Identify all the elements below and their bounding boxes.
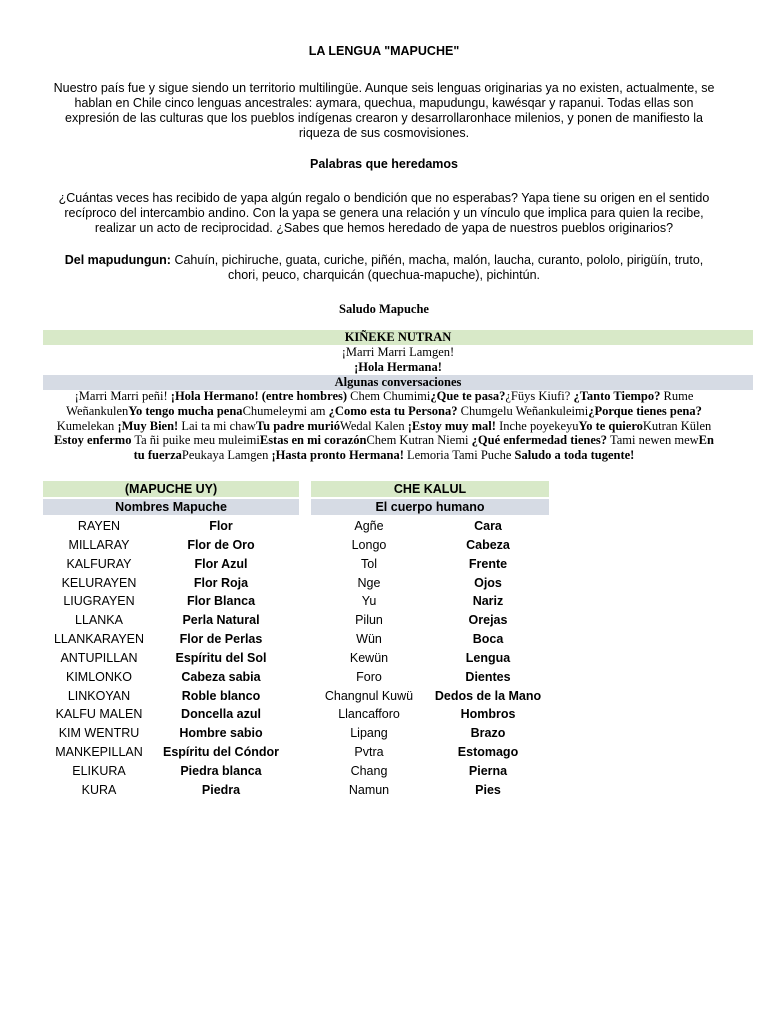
intro-paragraph: Nuestro país fue y sigue siendo un territorio multilingüe. Aunque seis lenguas originarias ya no existen, actualmente, se hablan en Chile cinco lenguas ancestrales: aymara, quechua, mapudungu, kawésqar y rapanui. Todas ellas son expresión de las culturas que los pueblos indígenas crearon y desarrollaronhace milenios, y ponen de manifiesto la riqueza de sus cosmovisiones.	[53, 81, 715, 140]
mapuche-name: KELURAYEN	[61, 575, 137, 590]
heredamos-paragraph: ¿Cuántas veces has recibido de yapa algún regalo o bendición que no esperabas? Yapa tiene su origen en el sentido recíproco del intercambio andino. Con la yapa se genera una relación y un vínculo que implica para quien la recibe, realizar un acto de reciprocidad. ¿Sabes que hemos heredado de yapa de nuestros pueblos originarios?	[58, 191, 710, 235]
name-meaning: Espíritu del Sol	[175, 650, 267, 665]
mapuche-name: LINKOYAN	[67, 688, 131, 703]
conversation-translation: ¿Tanto Tiempo?	[573, 389, 661, 403]
body-part-word: Lipang	[350, 726, 388, 741]
name-meaning: Hombre sabio	[179, 726, 263, 741]
body-part-meaning: Cara	[474, 519, 502, 533]
conversation-translation: Saludo a toda tugente!	[514, 448, 635, 463]
body-part-word: Wün	[356, 632, 382, 647]
mapuche-name: MANKEPILLAN	[55, 745, 143, 760]
saludo-heading: Saludo Mapuche	[339, 302, 429, 316]
conversation-phrase: Chumeleymi am	[242, 403, 329, 418]
conversation-phrase: Wedal Kalen	[340, 418, 408, 433]
conversation-translation: Tu padre murió	[255, 418, 341, 433]
body-part-meaning: Dedos de la Mano	[434, 688, 542, 703]
conversation-translation: ¿Qué enfermedad tienes?	[471, 433, 608, 448]
body-part-meaning: Orejas	[468, 613, 508, 628]
names-column	[43, 517, 155, 800]
conversation-translation: ¡Hola Hermano! (entre hombres)	[170, 389, 348, 403]
body-part-word: Tol	[361, 556, 377, 571]
mapuche-name: LLANKA	[75, 613, 123, 628]
body-part-meaning: Brazo	[470, 726, 506, 741]
mapudungun-words: Cahuín, pichiruche, guata, curiche, piñén, macha, malón, laucha, curanto, pololo, pirigüín, truto, chori, peuco, charquicán (quechua-mapuche), pichintún.	[170, 253, 704, 282]
body-part-word: Longo	[351, 537, 387, 552]
conversation-phrase: Chem Chumimi	[347, 389, 431, 403]
body-part-word: Yu	[361, 594, 377, 609]
body-part-meaning: Ojos	[474, 575, 502, 590]
name-meaning: Cabeza sabia	[181, 669, 261, 684]
conversation-phrase: Kutran Külen	[642, 418, 712, 433]
mapuche-name: KALFU MALEN	[55, 707, 143, 722]
name-meaning: Flor de Oro	[187, 537, 255, 552]
body-table-subheader: El cuerpo humano	[311, 499, 549, 515]
conversaciones-band: Algunas conversaciones	[43, 375, 753, 390]
body-part-meaning: Nariz	[472, 594, 504, 609]
body-words-column	[311, 517, 427, 800]
conversation-translation: ¡Hasta pronto Hermana!	[271, 448, 404, 463]
conversation-translation: Estas en mi corazón	[259, 433, 367, 448]
body-part-word: Foro	[356, 669, 382, 684]
conversation-translation: ¡Estoy muy mal!	[407, 418, 496, 433]
mapudungun-label: Del mapudungun:	[64, 253, 171, 267]
conversations-paragraph	[48, 389, 720, 463]
body-table-header: CHE KALUL	[311, 481, 549, 497]
names-table-subheader: Nombres Mapuche	[43, 499, 299, 515]
greeting-line: ¡Marri Marri Lamgen!	[341, 345, 455, 359]
conversation-translation: Yo te quiero	[578, 418, 643, 433]
conversation-translation: Estoy enfermo	[54, 433, 132, 448]
greeting-translation: ¡Hola Hermana!	[354, 360, 442, 374]
page-title: LA LENGUA "MAPUCHE"	[308, 44, 460, 58]
conversation-phrase: Tami newen mew	[607, 433, 699, 448]
conversation-phrase: Ta ñi puike meu muleimi	[131, 433, 260, 448]
conversation-phrase: Chumgelu Weñankuleimi	[457, 403, 589, 418]
body-part-word: Kewün	[349, 650, 389, 665]
name-meaning: Roble blanco	[181, 688, 261, 703]
mapuche-name: KIMLONKO	[66, 669, 132, 684]
conversation-translation: Yo tengo mucha pena	[128, 403, 243, 418]
body-part-meaning: Estomago	[457, 745, 519, 760]
body-part-word: Changnul Kuwü	[324, 688, 414, 703]
conversation-phrase: Lemoria Tami Puche	[403, 448, 515, 463]
conversation-phrase: Kumelekan	[56, 418, 118, 433]
names-meaning-column	[155, 517, 287, 800]
name-meaning: Flor Azul	[194, 556, 248, 571]
mapuche-name: KALFURAY	[66, 556, 132, 571]
mapudungun-paragraph	[48, 253, 720, 283]
conversation-phrase: Peukaya Lamgen	[181, 448, 272, 463]
heredamos-heading: Palabras que heredamos	[310, 157, 458, 171]
name-meaning: Flor Roja	[193, 575, 249, 590]
conversation-phrase: ¡Marri Marri peñi!	[74, 389, 171, 403]
conversation-translation: ¿Como esta tu Persona?	[328, 403, 458, 418]
conversation-phrase: Chem Kutran Niemi	[366, 433, 472, 448]
body-part-word: Pilun	[355, 613, 383, 628]
conversation-phrase: Lai ta mi chaw	[178, 418, 256, 433]
mapuche-name: RAYEN	[77, 519, 121, 533]
body-part-meaning: Frente	[468, 556, 508, 571]
body-part-word: Pvtra	[354, 745, 384, 760]
body-part-word: Namun	[348, 782, 390, 797]
name-meaning: Perla Natural	[182, 613, 260, 628]
mapuche-name: ELIKURA	[72, 763, 126, 778]
body-part-meaning: Cabeza	[466, 537, 510, 552]
body-part-word: Nge	[357, 575, 381, 590]
body-part-meaning: Dientes	[465, 669, 511, 684]
name-meaning: Piedra blanca	[180, 763, 262, 778]
mapuche-name: MILLARAY	[68, 537, 130, 552]
body-part-meaning: Lengua	[465, 650, 511, 665]
conversation-translation: ¡Muy Bien!	[117, 418, 179, 433]
names-table-header: (MAPUCHE UY)	[43, 481, 299, 497]
mapuche-name: KIM WENTRU	[58, 726, 140, 741]
body-meaning-column	[427, 517, 549, 800]
body-part-word: Agñe	[354, 519, 384, 533]
body-part-word: Llancafforo	[338, 707, 400, 722]
body-part-word: Chang	[350, 763, 388, 778]
body-part-meaning: Boca	[472, 632, 504, 647]
body-part-meaning: Hombros	[460, 707, 516, 722]
mapuche-name: LIUGRAYEN	[63, 594, 135, 609]
name-meaning: Flor de Perlas	[179, 632, 263, 647]
name-meaning: Doncella azul	[181, 707, 261, 722]
conversation-translation: En tu fuerza	[133, 433, 714, 463]
conversation-phrase: ¿Füys Kiufi?	[505, 389, 574, 403]
mapuche-name: ANTUPILLAN	[60, 650, 138, 665]
name-meaning: Flor	[209, 519, 233, 533]
kineke-nutran-band: KIÑEKE NUTRAN	[43, 330, 753, 345]
mapuche-name: KURA	[81, 782, 117, 797]
mapuche-name: LLANKARAYEN	[53, 632, 145, 647]
conversation-translation: ¿Porque tienes pena?	[588, 403, 702, 418]
body-part-meaning: Pierna	[468, 763, 508, 778]
name-meaning: Espíritu del Cóndor	[163, 745, 279, 760]
conversation-phrase: Inche poyekeyu	[495, 418, 579, 433]
name-meaning: Flor Blanca	[186, 594, 256, 609]
conversation-translation: ¿Que te pasa?	[430, 389, 506, 403]
conversation-phrase: Rume Weñankulen	[66, 389, 694, 418]
name-meaning: Piedra	[201, 782, 241, 797]
body-part-meaning: Pies	[475, 782, 501, 797]
